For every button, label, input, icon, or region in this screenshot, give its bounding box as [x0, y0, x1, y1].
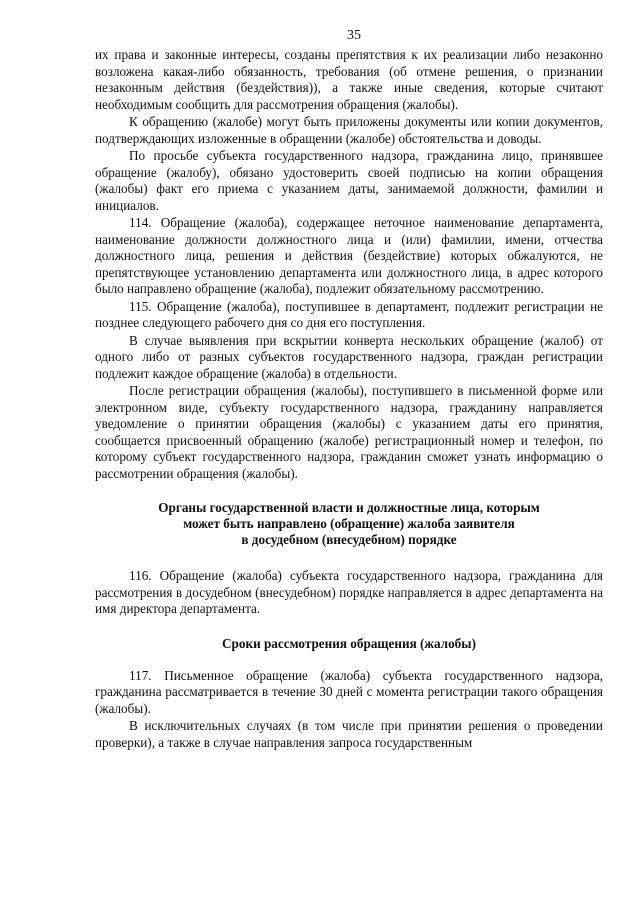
heading-line: Сроки рассмотрения обращения (жалобы)	[222, 635, 476, 651]
paragraph-117: 117. Письменное обращение (жалоба) субъекта государственного надзора, гражданина рассматривается в течение 30 дней с момента регистрации такого обращения (жалобы).	[95, 667, 603, 716]
paragraph-exceptional-cases: В исключительных случаях (в том числе при принятии решения о проведении проверки), а также в случае направления запроса государственным	[95, 718, 603, 750]
page-number: 35	[347, 28, 361, 43]
paragraph-rights-continuation: их права и законные интересы, созданы препятствия к их реализации либо незаконно возложена какая-либо обязанность, требования (об отмене решения, о признании незаконным действия (бездействия)), а также иные сведения, которые считают необходимым сообщить для рассмотрения обращения (жалобы).	[95, 47, 603, 112]
paragraph-114: 114. Обращение (жалоба), содержащее неточное наименование департамента, наименование должности должностного лица и (или) фамилии, имени, отчества должностного лица, решения и действия (бездействие) которых обжалуются, не препятствующее установлению департамента или должностного лица, в адрес которого было направлено обращение (жалоба), подлежит обязательному рассмотрению.	[95, 215, 603, 296]
section-heading-authorities	[95, 500, 603, 548]
paragraph-attachments: К обращению (жалобе) могут быть приложены документы или копии документов, подтверждающих изложенные в обращении (жалобе) обстоятельства и доводы.	[95, 114, 603, 146]
heading-line: может быть направлено (обращение) жалоба заявителя	[183, 516, 515, 531]
paragraph-115: 115. Обращение (жалоба), поступившее в департамент, подлежит регистрации не позднее следующего рабочего дня со дня его поступления.	[95, 298, 603, 330]
heading-line: в досудебном (внесудебном) порядке	[241, 532, 457, 547]
paragraph-116: 116. Обращение (жалоба) субъекта государственного надзора, гражданина для рассмотрения в досудебном (внесудебном) порядке направляется в адрес департамента на имя директора департамента.	[95, 568, 603, 616]
paragraph-multiple-complaints: В случае выявления при вскрытии конверта нескольких обращение (жалоб) от одного либо от разных субъектов государственного надзора, граждан регистрации подлежит каждое обращение (жалоба) в отдельности.	[95, 332, 603, 381]
paragraph-registration-notice: После регистрации обращения (жалобы), поступившего в письменной форме или электронном виде, субъекту государственного надзора, гражданину направляется уведомление о принятии обращения (жалобы) с указанием даты его принятия, сообщается присвоенный обращению (жалобе) регистрационный номер и телефон, по которому субъект государственного надзора, гражданин сможет узнать информацию о рассмотрении обращения (жалобы).	[95, 383, 603, 481]
document-page	[95, 28, 603, 752]
paragraph-receipt-certification: По просьбе субъекта государственного надзора, гражданина лицо, принявшее обращение (жалобу), обязано удостоверить своей подписью на копии обращения (жалобы) факт его приема с указанием даты, занимаемой должности, фамилии и инициалов.	[95, 148, 603, 213]
heading-line: Органы государственной власти и должностные лица, которым	[158, 500, 540, 515]
section-heading-deadlines	[95, 636, 603, 652]
